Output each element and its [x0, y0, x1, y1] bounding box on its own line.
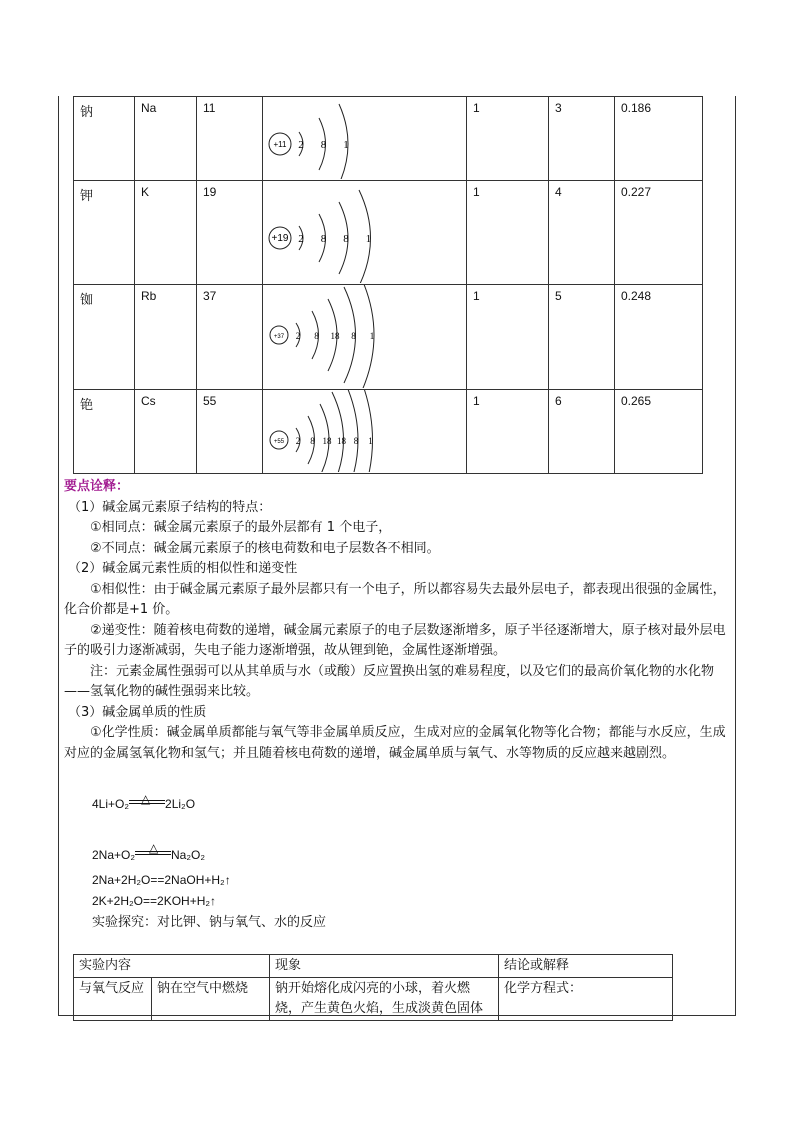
header-phenomenon: 现象 [270, 955, 499, 978]
nucleus-charge: +37 [273, 334, 285, 340]
row-conclusion: 化学方程式： [499, 978, 673, 1021]
atomic-number: 55 [197, 390, 263, 474]
shell-electron-count: 18 [337, 436, 346, 446]
equation-1-right: 2Li₂O [165, 797, 196, 811]
atom-structure-diagram [263, 181, 467, 285]
shell-electron-count: 8 [320, 139, 327, 151]
nucleus-charge: +19 [271, 233, 289, 244]
header-content: 实验内容 [74, 955, 270, 978]
electron-shell-arc [353, 390, 373, 472]
element-row [74, 285, 703, 390]
element-symbol: K [135, 181, 197, 285]
element-name: 铷 [74, 285, 135, 390]
row-phenomenon: 钠开始熔化成闪亮的小球，着火燃烧，产生黄色火焰，生成淡黄色固体 [270, 978, 499, 1021]
row-label: 与氧气反应 [74, 978, 152, 1021]
notes-heading: 要点诠释： [64, 479, 130, 494]
shell-electron-count: 8 [343, 233, 349, 245]
shell-electron-count: 8 [310, 436, 315, 446]
equation-4: 2K+2H₂O==2KOH+H₂↑ [92, 894, 217, 908]
section-2-b: ②递变性：随着核电荷数的递增，碱金属元素原子的电子层数逐渐增多，原子半径逐渐增大，原子核对最外层电子的吸引力逐渐减弱，失电子能力逐渐增强，故从锂到铯，金属性逐渐增强。 [64, 622, 726, 658]
shell-electron-count: 1 [368, 436, 373, 446]
atomic-number: 37 [197, 285, 263, 390]
electron-shells: 3 [549, 97, 615, 181]
heat-symbol: △ [141, 792, 151, 806]
heat-symbol: △ [149, 841, 159, 855]
shell-electron-count: 8 [351, 331, 356, 341]
section-3-title: （3）碱金属单质的性质 [68, 704, 207, 720]
electron-shell-arc [332, 392, 344, 472]
experiment-explore: 实验探究：对比钾、钠与氧气、水的反应 [92, 915, 327, 930]
element-row [74, 97, 703, 181]
experiment-table [73, 954, 673, 1021]
atomic-radius: 0.186 [615, 97, 703, 181]
section-2-note: 注：元素金属性强弱可以从其单质与水（或酸）反应置换出氢的难易程度，以及它们的最高价氧化物的水化物——氢氧化物的碱性强弱来比较。 [64, 663, 715, 699]
atom-diagram [263, 390, 465, 472]
shell-electron-count: 18 [322, 436, 332, 446]
section-2-a: ①相似性：由于碱金属元素原子最外层都只有一个电子，所以都容易失去最外层电子，都表现出很强的金属性，化合价都是+1 价。 [64, 581, 726, 617]
reaction-arrow-1 [129, 792, 165, 808]
shell-electron-count: 8 [320, 233, 327, 245]
shell-electron-count: 1 [365, 233, 372, 245]
atom-structure-diagram [263, 97, 467, 181]
atomic-radius: 0.265 [615, 390, 703, 474]
shell-electron-count: 8 [314, 331, 319, 341]
section-3-a: ①化学性质：碱金属单质都能与氧气等非金属单质反应，生成对应的金属氧化物等化合物；都能与水反应，生成对应的金属氢氧化物和氢气；并且随着核电荷数的递增，碱金属单质与氧气、水等物质的反应越来越剧烈。 [64, 725, 726, 761]
atom-diagram [263, 97, 465, 179]
shell-electron-count: 18 [330, 331, 340, 341]
equation-2-right: Na₂O₂ [171, 848, 206, 862]
equation-1-left: 4Li+O₂ [92, 797, 130, 811]
notes-section [64, 477, 732, 764]
section-1-title: （1）碱金属元素原子结构的特点： [68, 499, 272, 515]
atom-structure-diagram [263, 390, 467, 474]
section-1-a: ①相同点：碱金属元素原子的最外层都有 1 个电子， [90, 520, 392, 535]
equation-2-left: 2Na+O₂ [92, 848, 136, 862]
shell-electron-count: 2 [295, 331, 301, 341]
reaction-arrow-2 [135, 841, 171, 859]
atom-structure-diagram [263, 285, 467, 390]
equation-1 [92, 792, 196, 811]
shell-electron-count: 2 [298, 233, 304, 245]
nucleus-charge: +11 [273, 140, 287, 149]
atomic-radius: 0.227 [615, 181, 703, 285]
outer-electrons: 1 [467, 97, 549, 181]
element-symbol: Cs [135, 390, 197, 474]
element-row [74, 390, 703, 474]
alkali-metal-table [73, 96, 703, 474]
electron-shells: 4 [549, 181, 615, 285]
electron-shells: 5 [549, 285, 615, 390]
element-name: 钾 [74, 181, 135, 285]
outer-electrons: 1 [467, 181, 549, 285]
equation-3: 2Na+2H₂O==2NaOH+H₂↑ [92, 873, 231, 887]
row-sub: 钠在空气中燃烧 [152, 978, 270, 1021]
element-symbol: Na [135, 97, 197, 181]
shell-electron-count: 2 [295, 436, 301, 446]
electron-shell-arc [344, 390, 358, 472]
section-2-title: （2）碱金属元素性质的相似性和递变性 [68, 561, 298, 576]
element-symbol: Rb [135, 285, 197, 390]
equation-2 [92, 841, 206, 862]
electron-shells: 6 [549, 390, 615, 474]
shell-electron-count: 8 [353, 436, 359, 446]
atom-diagram [263, 285, 465, 388]
shell-electron-count: 1 [343, 139, 349, 151]
shell-electron-count: 1 [369, 331, 375, 341]
header-conclusion: 结论或解释 [499, 955, 673, 978]
section-1-b: ②不同点：碱金属元素原子的核电荷数和电子层数各不相同。 [90, 540, 440, 556]
atomic-radius: 0.248 [615, 285, 703, 390]
nucleus-charge: +55 [273, 439, 285, 445]
outer-electrons: 1 [467, 285, 549, 390]
element-name: 铯 [74, 390, 135, 474]
outer-electrons: 1 [467, 390, 549, 474]
element-name: 钠 [74, 97, 135, 181]
element-row [74, 181, 703, 285]
atomic-number: 11 [197, 97, 263, 181]
shell-electron-count: 2 [298, 139, 304, 151]
atomic-number: 19 [197, 181, 263, 285]
atom-diagram [263, 181, 465, 283]
